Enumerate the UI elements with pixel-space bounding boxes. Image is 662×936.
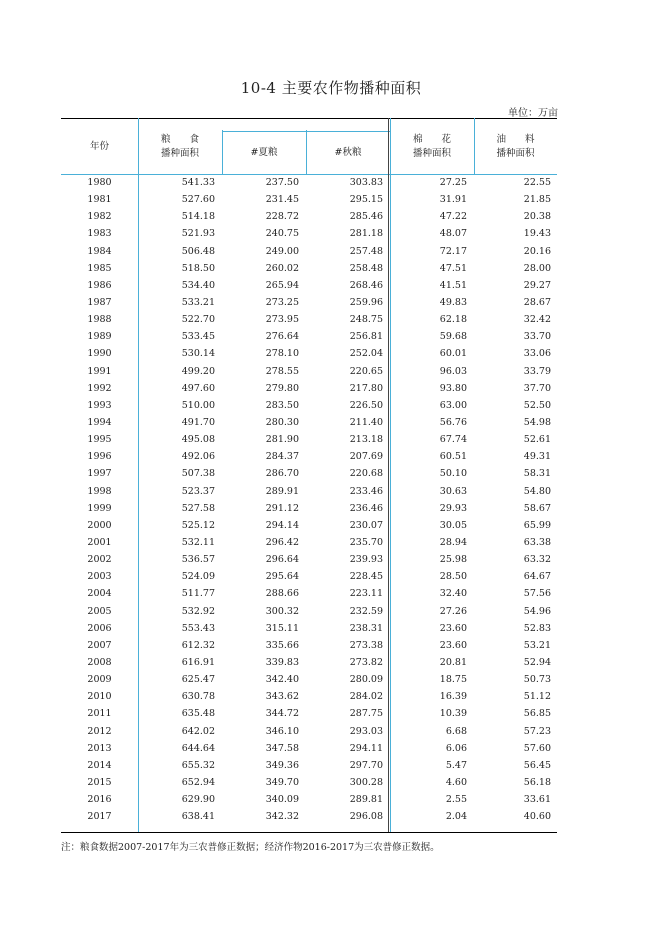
year-cell: 2009: [87, 674, 112, 686]
cotton-area-cell: 2.04: [445, 811, 467, 823]
summer-grain-cell: 296.64: [265, 554, 299, 566]
cotton-area-cell: 59.68: [439, 331, 467, 343]
cotton-area-cell: 29.93: [439, 502, 467, 514]
oil-area-cell: 49.31: [523, 451, 551, 463]
summer-grain-cell: 283.50: [265, 399, 299, 411]
grain-area-cell: 553.43: [181, 622, 215, 634]
table-row: [61, 809, 557, 826]
grain-area-cell: 497.60: [181, 382, 215, 394]
cotton-area-cell: 50.10: [439, 468, 467, 480]
year-cell: 1995: [87, 434, 112, 446]
oil-area-cell: 28.67: [523, 296, 551, 308]
oil-area-cell: 63.32: [523, 554, 551, 566]
oil-area-cell: 33.70: [523, 331, 551, 343]
grain-area-cell: 506.48: [181, 245, 215, 257]
table-bottom-rule: [61, 832, 557, 833]
autumn-grain-cell: 300.28: [349, 776, 383, 788]
table-row: [61, 449, 557, 466]
cotton-area-cell: 93.80: [439, 382, 467, 394]
summer-grain-cell: 273.25: [265, 296, 299, 308]
grain-area-cell: 635.48: [181, 708, 215, 720]
crop-area-table: [61, 118, 557, 826]
year-cell: 2013: [87, 742, 112, 754]
year-cell: 1994: [87, 416, 112, 428]
oil-area-cell: 52.83: [523, 622, 551, 634]
year-cell: 1996: [87, 451, 112, 463]
year-cell: 1990: [87, 348, 112, 360]
table-row: [61, 792, 557, 809]
grain-area-cell: 532.92: [181, 605, 215, 617]
grain-area-cell: 532.11: [181, 536, 215, 548]
cotton-area-cell: 56.76: [439, 416, 467, 428]
grain-area-cell: 492.06: [181, 451, 215, 463]
summer-grain-cell: 240.75: [265, 228, 299, 240]
year-cell: 1983: [87, 228, 112, 240]
autumn-grain-cell: 273.82: [349, 656, 383, 668]
autumn-grain-cell: 233.46: [349, 485, 383, 497]
summer-grain-cell: 278.55: [265, 365, 299, 377]
table-row: [61, 278, 557, 295]
grain-area-cell: 625.47: [181, 674, 215, 686]
table-row: [61, 741, 557, 758]
oil-area-cell: 63.38: [523, 536, 551, 548]
cotton-area-cell: 31.91: [439, 194, 467, 206]
grain-area-cell: 644.64: [181, 742, 215, 754]
autumn-grain-cell: 220.65: [349, 365, 383, 377]
autumn-grain-cell: 281.18: [349, 228, 383, 240]
year-cell: 1981: [87, 194, 112, 206]
summer-grain-cell: 339.83: [265, 656, 299, 668]
grain-area-cell: 616.91: [181, 656, 215, 668]
year-cell: 1992: [87, 382, 112, 394]
summer-grain-cell: 335.66: [265, 639, 299, 651]
table-row: [61, 501, 557, 518]
table-row: [61, 638, 557, 655]
grain-area-cell: 518.50: [181, 262, 215, 274]
oil-area-cell: 51.12: [523, 691, 551, 703]
header-grain: [138, 119, 222, 175]
oil-area-cell: 40.60: [523, 811, 551, 823]
year-cell: 1986: [87, 279, 112, 291]
header-oil-bottom: 播种面积: [496, 148, 535, 159]
summer-grain-cell: 276.64: [265, 331, 299, 343]
grain-area-cell: 521.93: [181, 228, 215, 240]
header-cotton: [390, 119, 474, 175]
cotton-area-cell: 27.26: [439, 605, 467, 617]
table-row: [61, 329, 557, 346]
grain-area-cell: 655.32: [181, 759, 215, 771]
table-row: [61, 706, 557, 723]
year-cell: 2017: [87, 811, 112, 823]
autumn-grain-cell: 294.11: [349, 742, 383, 754]
header-summer: #夏粮: [250, 147, 278, 158]
autumn-grain-cell: 284.02: [349, 691, 383, 703]
col-divider: [222, 130, 223, 174]
summer-grain-cell: 346.10: [265, 725, 299, 737]
grain-area-cell: 534.40: [181, 279, 215, 291]
autumn-grain-cell: 217.80: [349, 382, 383, 394]
table-row: [61, 552, 557, 569]
cotton-area-cell: 28.94: [439, 536, 467, 548]
year-cell: 1982: [87, 211, 112, 223]
autumn-grain-cell: 256.81: [349, 331, 383, 343]
table-row: [61, 466, 557, 483]
summer-grain-cell: 273.95: [265, 314, 299, 326]
autumn-grain-cell: 293.03: [349, 725, 383, 737]
autumn-grain-cell: 295.15: [349, 194, 383, 206]
year-cell: 1993: [87, 399, 112, 411]
summer-grain-cell: 284.37: [265, 451, 299, 463]
cotton-area-cell: 6.68: [445, 725, 467, 737]
year-cell: 1998: [87, 485, 112, 497]
header-cotton-bottom: 播种面积: [412, 148, 451, 159]
summer-grain-cell: 340.09: [265, 794, 299, 806]
table-row: [61, 432, 557, 449]
summer-grain-cell: 280.30: [265, 416, 299, 428]
oil-area-cell: 57.56: [523, 588, 551, 600]
table-row: [61, 192, 557, 209]
col-divider: [474, 118, 475, 174]
cotton-area-cell: 47.51: [439, 262, 467, 274]
year-cell: 1980: [87, 177, 112, 188]
summer-grain-cell: 278.10: [265, 348, 299, 360]
autumn-grain-cell: 248.75: [349, 314, 383, 326]
autumn-grain-cell: 220.68: [349, 468, 383, 480]
header-oil-top: 油 料: [496, 134, 535, 145]
autumn-grain-cell: 223.11: [349, 588, 383, 600]
year-cell: 2000: [87, 519, 112, 531]
cotton-area-cell: 18.75: [439, 674, 467, 686]
autumn-grain-cell: 226.50: [349, 399, 383, 411]
table-row: [61, 398, 557, 415]
header-year: 年份: [89, 141, 109, 152]
summer-grain-cell: 265.94: [265, 279, 299, 291]
table-row: [61, 312, 557, 329]
autumn-grain-cell: 303.83: [349, 177, 383, 188]
oil-area-cell: 32.42: [523, 314, 551, 326]
grain-area-cell: 630.78: [181, 691, 215, 703]
cotton-area-cell: 30.63: [439, 485, 467, 497]
cotton-area-cell: 27.25: [439, 177, 467, 188]
table-body: [61, 175, 557, 826]
year-cell: 1999: [87, 502, 112, 514]
oil-area-cell: 54.80: [523, 485, 551, 497]
cotton-area-cell: 60.01: [439, 348, 467, 360]
autumn-grain-cell: 259.96: [349, 296, 383, 308]
year-cell: 2010: [87, 691, 112, 703]
autumn-grain-cell: 236.46: [349, 502, 383, 514]
table-row: [61, 604, 557, 621]
year-cell: 1985: [87, 262, 112, 274]
grain-area-cell: 524.09: [181, 571, 215, 583]
table-row: [61, 672, 557, 689]
oil-area-cell: 57.23: [523, 725, 551, 737]
autumn-grain-cell: 211.40: [349, 416, 383, 428]
year-cell: 2007: [87, 639, 112, 651]
grain-area-cell: 514.18: [181, 211, 215, 223]
table-row: [61, 586, 557, 603]
grain-area-cell: 530.14: [181, 348, 215, 360]
autumn-grain-cell: 230.07: [349, 519, 383, 531]
year-cell: 2014: [87, 759, 112, 771]
cotton-area-cell: 67.74: [439, 434, 467, 446]
cotton-area-cell: 48.07: [439, 228, 467, 240]
header-cotton-top: 棉 花: [412, 134, 451, 145]
cotton-area-cell: 20.81: [439, 656, 467, 668]
table-row: [61, 775, 557, 792]
oil-area-cell: 19.43: [523, 228, 551, 240]
summer-grain-cell: 281.90: [265, 434, 299, 446]
table-row: [61, 569, 557, 586]
autumn-grain-cell: 273.38: [349, 639, 383, 651]
cotton-area-cell: 6.06: [445, 742, 467, 754]
summer-grain-cell: 291.12: [265, 502, 299, 514]
table-row: [61, 689, 557, 706]
grain-area-cell: 523.37: [181, 485, 215, 497]
table-row: [61, 381, 557, 398]
oil-area-cell: 58.31: [523, 468, 551, 480]
table-row: [61, 415, 557, 432]
oil-area-cell: 52.61: [523, 434, 551, 446]
grain-area-cell: 652.94: [181, 776, 215, 788]
oil-area-cell: 22.55: [523, 177, 551, 188]
autumn-grain-cell: 287.75: [349, 708, 383, 720]
oil-area-cell: 20.16: [523, 245, 551, 257]
autumn-grain-cell: 285.46: [349, 211, 383, 223]
summer-grain-cell: 279.80: [265, 382, 299, 394]
year-cell: 1991: [87, 365, 112, 377]
year-cell: 2015: [87, 776, 112, 788]
oil-area-cell: 56.45: [523, 759, 551, 771]
cotton-area-cell: 62.18: [439, 314, 467, 326]
oil-area-cell: 54.96: [523, 605, 551, 617]
grain-area-cell: 522.70: [181, 314, 215, 326]
table-row: [61, 621, 557, 638]
table-row: [61, 295, 557, 312]
summer-grain-cell: 342.32: [265, 811, 299, 823]
table-row: [61, 226, 557, 243]
summer-grain-cell: 231.45: [265, 194, 299, 206]
table-row: [61, 364, 557, 381]
year-cell: 2005: [87, 605, 112, 617]
year-cell: 2016: [87, 794, 112, 806]
grain-area-cell: 638.41: [181, 811, 215, 823]
footnote: 注：粮食数据2007-2017年为三农普修正数据；经济作物2016-2017为三农普修正数据。: [61, 842, 440, 853]
cotton-area-cell: 16.39: [439, 691, 467, 703]
col-divider: [390, 118, 391, 832]
summer-grain-cell: 347.58: [265, 742, 299, 754]
year-cell: 1988: [87, 314, 112, 326]
grain-area-cell: 533.45: [181, 331, 215, 343]
page-title: 10-4 主要农作物播种面积: [240, 79, 422, 97]
oil-area-cell: 64.67: [523, 571, 551, 583]
summer-grain-cell: 289.91: [265, 485, 299, 497]
table-row: [61, 535, 557, 552]
table-row: [61, 244, 557, 261]
year-cell: 1984: [87, 245, 112, 257]
cotton-area-cell: 23.60: [439, 639, 467, 651]
summer-grain-cell: 286.70: [265, 468, 299, 480]
year-cell: 2002: [87, 554, 112, 566]
col-divider: [138, 118, 139, 832]
year-cell: 2001: [87, 536, 112, 548]
year-cell: 2011: [87, 708, 112, 720]
grain-area-cell: 511.77: [181, 588, 215, 600]
summer-grain-cell: 288.66: [265, 588, 299, 600]
summer-grain-cell: 294.14: [265, 519, 299, 531]
summer-grain-cell: 300.32: [265, 605, 299, 617]
autumn-grain-cell: 252.04: [349, 348, 383, 360]
unit-label: 单位：万亩: [508, 108, 558, 119]
grain-area-cell: 527.60: [181, 194, 215, 206]
year-cell: 1997: [87, 468, 112, 480]
table-row: [61, 175, 557, 192]
grain-area-cell: 629.90: [181, 794, 215, 806]
oil-area-cell: 52.50: [523, 399, 551, 411]
cotton-area-cell: 30.05: [439, 519, 467, 531]
oil-area-cell: 33.79: [523, 365, 551, 377]
autumn-grain-cell: 258.48: [349, 262, 383, 274]
cotton-area-cell: 32.40: [439, 588, 467, 600]
table-row: [61, 724, 557, 741]
cotton-area-cell: 96.03: [439, 365, 467, 377]
autumn-grain-cell: 297.70: [349, 759, 383, 771]
year-cell: 2004: [87, 588, 112, 600]
grain-area-cell: 525.12: [181, 519, 215, 531]
col-divider: [306, 130, 307, 174]
cotton-area-cell: 41.51: [439, 279, 467, 291]
oil-area-cell: 58.67: [523, 502, 551, 514]
table-row: [61, 261, 557, 278]
autumn-grain-cell: 268.46: [349, 279, 383, 291]
header-autumn: #秋粮: [334, 147, 362, 158]
autumn-grain-cell: 207.69: [349, 451, 383, 463]
summer-grain-cell: 260.02: [265, 262, 299, 274]
grain-area-cell: 642.02: [181, 725, 215, 737]
grain-area-cell: 612.32: [181, 639, 215, 651]
oil-area-cell: 56.18: [523, 776, 551, 788]
grain-area-cell: 507.38: [181, 468, 215, 480]
grain-area-cell: 499.20: [181, 365, 215, 377]
year-cell: 2003: [87, 571, 112, 583]
oil-area-cell: 33.06: [523, 348, 551, 360]
summer-grain-cell: 315.11: [265, 622, 299, 634]
autumn-grain-cell: 228.45: [349, 571, 383, 583]
autumn-grain-cell: 239.93: [349, 554, 383, 566]
autumn-grain-cell: 289.81: [349, 794, 383, 806]
cotton-area-cell: 49.83: [439, 296, 467, 308]
summer-grain-cell: 295.64: [265, 571, 299, 583]
summer-grain-cell: 249.00: [265, 245, 299, 257]
header-grain-top: 粮 食: [160, 134, 199, 145]
oil-area-cell: 33.61: [523, 794, 551, 806]
summer-grain-cell: 343.62: [265, 691, 299, 703]
cotton-area-cell: 23.60: [439, 622, 467, 634]
cotton-area-cell: 28.50: [439, 571, 467, 583]
grain-area-cell: 491.70: [181, 416, 215, 428]
autumn-grain-cell: 232.59: [349, 605, 383, 617]
autumn-grain-cell: 238.31: [349, 622, 383, 634]
year-cell: 2008: [87, 656, 112, 668]
oil-area-cell: 50.73: [523, 674, 551, 686]
oil-area-cell: 53.21: [523, 639, 551, 651]
oil-area-cell: 37.70: [523, 382, 551, 394]
cotton-area-cell: 63.00: [439, 399, 467, 411]
oil-area-cell: 21.85: [523, 194, 551, 206]
year-cell: 2012: [87, 725, 112, 737]
table-row: [61, 346, 557, 363]
year-cell: 2006: [87, 622, 112, 634]
grain-area-cell: 536.57: [181, 554, 215, 566]
year-cell: 1989: [87, 331, 112, 343]
autumn-grain-cell: 235.70: [349, 536, 383, 548]
autumn-grain-cell: 257.48: [349, 245, 383, 257]
grain-area-cell: 527.58: [181, 502, 215, 514]
autumn-grain-cell: 296.08: [349, 811, 383, 823]
oil-area-cell: 54.98: [523, 416, 551, 428]
oil-area-cell: 20.38: [523, 211, 551, 223]
header-grain-bottom: 播种面积: [160, 148, 199, 159]
autumn-grain-cell: 280.09: [349, 674, 383, 686]
oil-area-cell: 65.99: [523, 519, 551, 531]
col-divider: [388, 118, 389, 832]
summer-grain-cell: 349.70: [265, 776, 299, 788]
cotton-area-cell: 72.17: [439, 245, 467, 257]
summer-grain-cell: 228.72: [265, 211, 299, 223]
grain-area-cell: 533.21: [181, 296, 215, 308]
cotton-area-cell: 5.47: [445, 759, 467, 771]
cotton-area-cell: 47.22: [439, 211, 467, 223]
autumn-grain-cell: 213.18: [349, 434, 383, 446]
table-row: [61, 209, 557, 226]
cotton-area-cell: 2.55: [445, 794, 467, 806]
table-row: [61, 484, 557, 501]
summer-grain-cell: 344.72: [265, 708, 299, 720]
summer-grain-cell: 296.42: [265, 536, 299, 548]
header-oil: [474, 119, 557, 175]
cotton-area-cell: 10.39: [439, 708, 467, 720]
cotton-area-cell: 4.60: [445, 776, 467, 788]
oil-area-cell: 29.27: [523, 279, 551, 291]
table-row: [61, 758, 557, 775]
grain-area-cell: 510.00: [181, 399, 215, 411]
summer-grain-cell: 349.36: [265, 759, 299, 771]
oil-area-cell: 57.60: [523, 742, 551, 754]
table-row: [61, 518, 557, 535]
cotton-area-cell: 60.51: [439, 451, 467, 463]
oil-area-cell: 52.94: [523, 656, 551, 668]
grain-area-cell: 541.33: [181, 177, 215, 188]
cotton-area-cell: 25.98: [439, 554, 467, 566]
oil-area-cell: 56.85: [523, 708, 551, 720]
summer-grain-cell: 342.40: [265, 674, 299, 686]
table-row: [61, 655, 557, 672]
year-cell: 1987: [87, 296, 112, 308]
grain-area-cell: 495.08: [181, 434, 215, 446]
oil-area-cell: 28.00: [523, 262, 551, 274]
summer-grain-cell: 237.50: [265, 177, 299, 188]
table-header: [61, 118, 557, 175]
